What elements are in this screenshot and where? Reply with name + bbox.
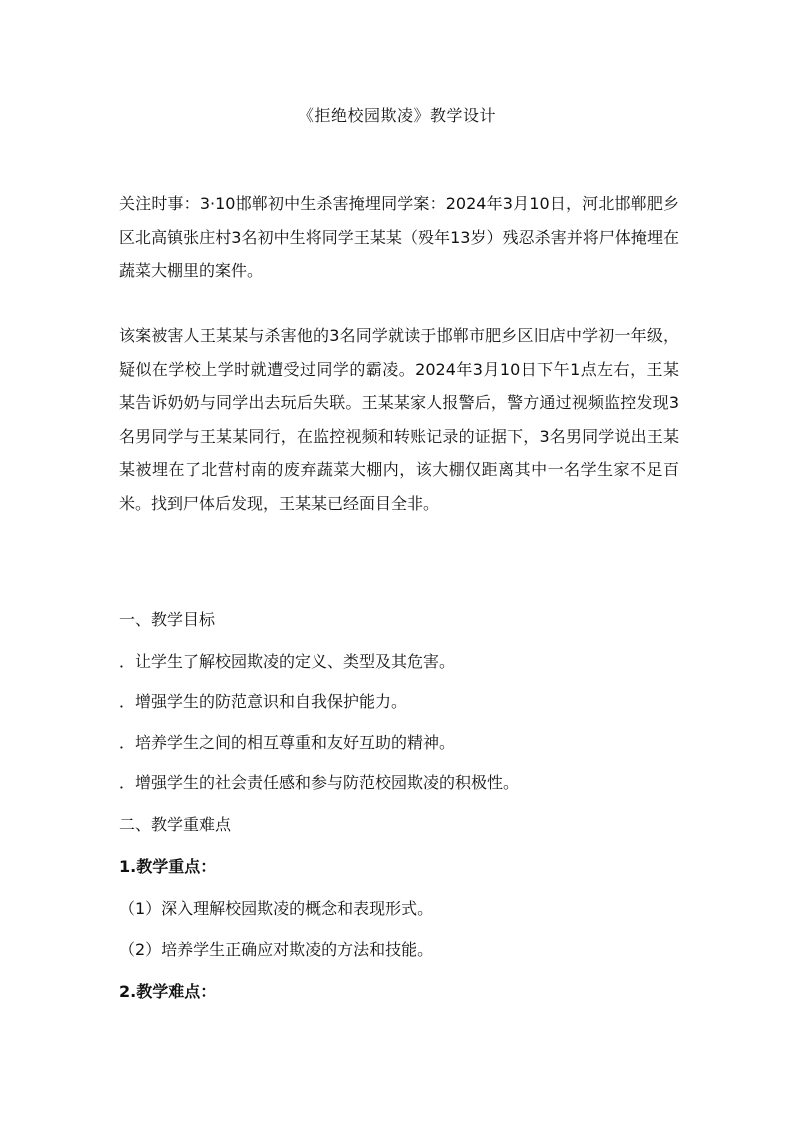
difficulties-heading: 2.教学难点：	[119, 982, 217, 1001]
key-point-item: （2）培养学生正确应对欺凌的方法和技能。	[119, 940, 434, 959]
objective-item: ．让学生了解校园欺凌的定义、类型及其危害。	[119, 652, 456, 671]
key-points-heading: 1.教学重点：	[119, 857, 217, 876]
key-point-item: （1）深入理解校园欺凌的概念和表现形式。	[119, 899, 434, 918]
objective-item: ．增强学生的防范意识和自我保护能力。	[119, 692, 408, 711]
document-title: 《拒绝校园欺凌》教学设计	[297, 106, 496, 125]
case-paragraph-block	[119, 319, 679, 520]
section-heading-key-difficult-points: 二、教学重难点	[119, 815, 232, 834]
intro-paragraph: 关注时事：3·10邯郸初中生杀害掩埋同学案：2024年3月10日，河北邯郸肥乡区北高镇张庄村3名初中生将同学王某某（殁年13岁）残忍杀害并将尸体掩埋在蔬菜大棚里的案件。	[119, 194, 679, 280]
section-heading-objectives: 一、教学目标	[119, 610, 216, 629]
intro-paragraph-block	[119, 187, 679, 288]
objective-item: ．增强学生的社会责任感和参与防范校园欺凌的积极性。	[119, 773, 520, 792]
case-paragraph: 该案被害人王某某与杀害他的3名同学就读于邯郸市肥乡区旧店中学初一年级，疑似在学校上学时就遭受过同学的霸凌。2024年3月10日下午1点左右，王某某告诉奶奶与同学出去玩后失联。王某某家人报警后，警方通过视频监控发现3名男同学与王某某同行，在监控视频和转账记录的证据下，3名男同学说出王某某被埋在了北营村南的废弃蔬菜大棚内，该大棚仅距离其中一名学生家不足百米。找到尸体后发现，王某某已经面目全非。	[119, 326, 679, 513]
objective-item: ．培养学生之间的相互尊重和友好互助的精神。	[119, 733, 456, 752]
